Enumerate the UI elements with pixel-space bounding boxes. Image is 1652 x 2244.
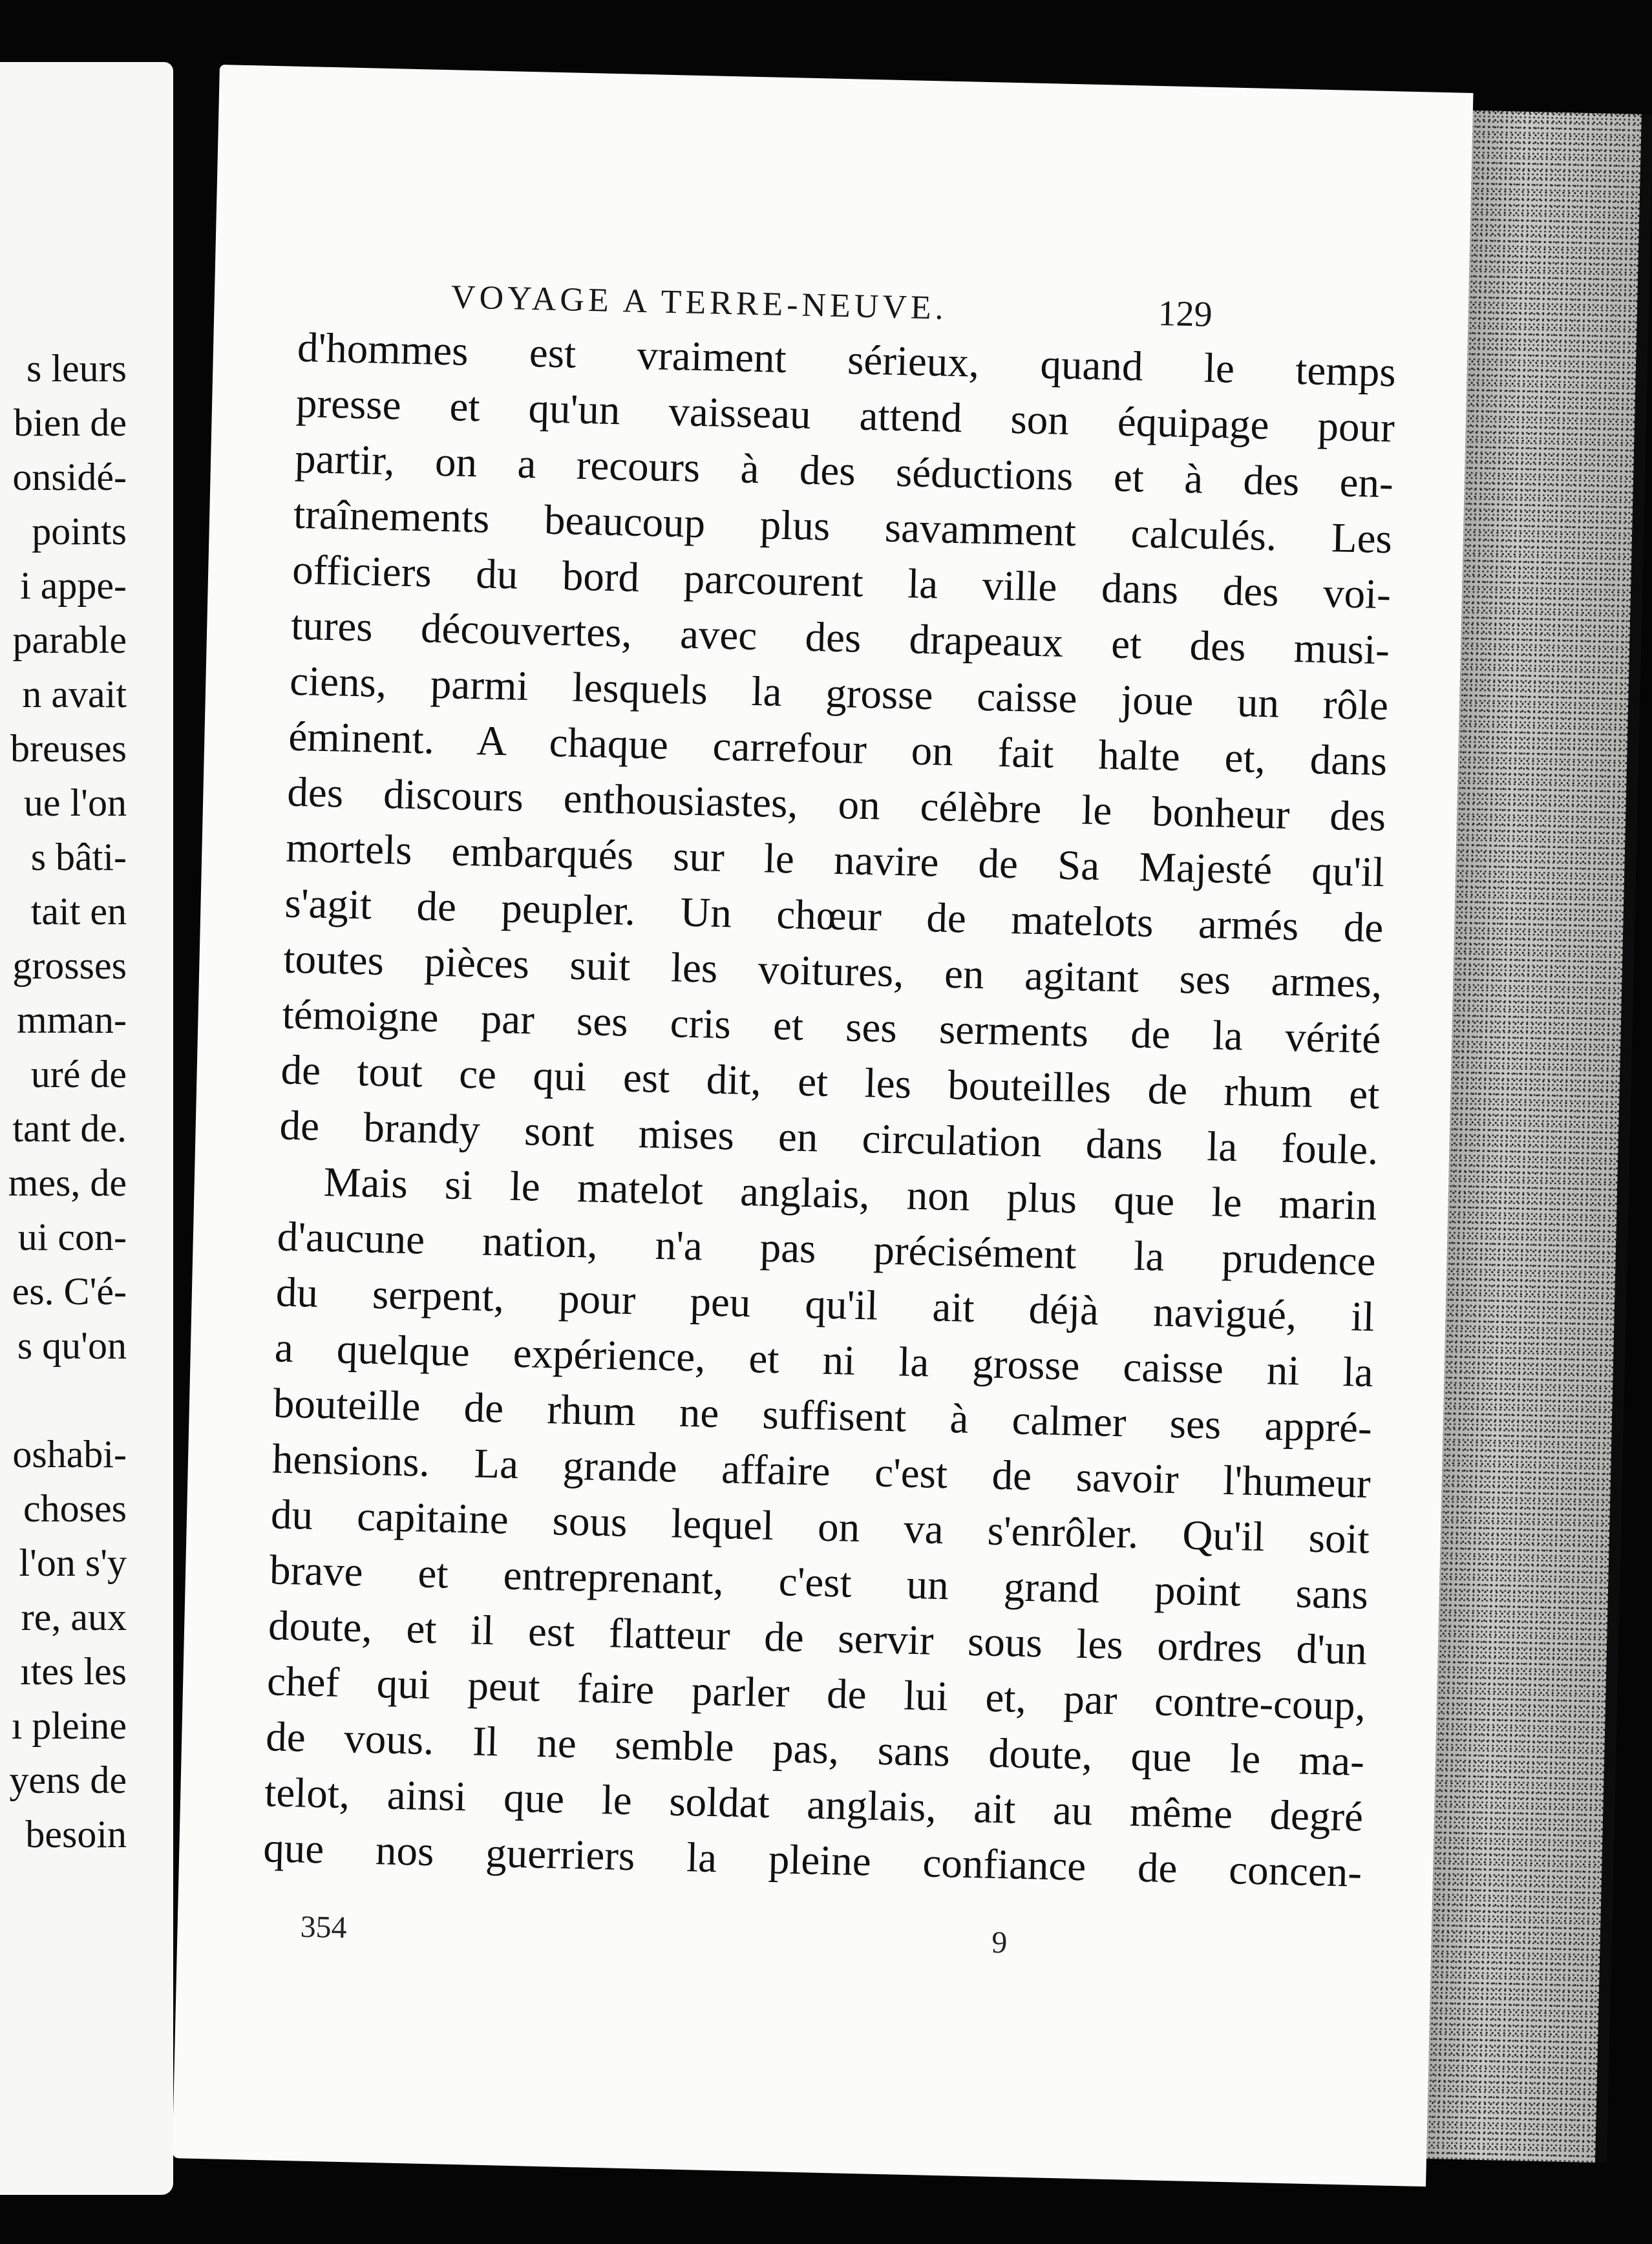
text-line: presse et qu'un vaisseau attend son équipage pour [295, 379, 1395, 452]
left-line: parable [12, 619, 127, 661]
text-line: doute, et il est flatteur de servir sous les ordres d'un [268, 1602, 1368, 1674]
left-line: mes, de [8, 1161, 127, 1204]
left-line: bien de [14, 401, 127, 444]
left-line: ıtes les [20, 1650, 127, 1693]
left-line: tait en [30, 890, 127, 933]
left-line: ı pleine [11, 1704, 127, 1747]
left-line: uré de [30, 1053, 127, 1096]
text-line: officiers du bord parcourent la ville dans des voi- [291, 546, 1392, 619]
text-line: de vous. Il ne semble pas, sans doute, que le ma- [265, 1713, 1365, 1785]
left-facing-page [0, 62, 173, 2195]
running-head: VOYAGE A TERRE-NEUVE. [450, 279, 948, 327]
left-line: ui con- [17, 1216, 127, 1258]
text-line: Mais si le matelot anglais, non plus que le marin [323, 1159, 1378, 1230]
left-line: es. C'é- [12, 1270, 127, 1313]
left-line: breuses [10, 727, 127, 770]
text-line: témoigne par ses cris et ses serments de la vérité [281, 991, 1382, 1063]
text-line: telot, ainsi que le soldat anglais, ait au même degré [264, 1769, 1364, 1841]
left-line: choses [23, 1487, 127, 1530]
text-line: partir, on a recours à des séductions et à des en- [294, 435, 1394, 507]
main-page [172, 65, 1473, 2186]
left-line: s leurs [26, 347, 127, 390]
text-line: que nos guerriers la pleine confiance de concen- [262, 1825, 1362, 1896]
text-line: du capitaine sous lequel on va s'enrôler. Qu'il soit [270, 1491, 1370, 1563]
page-body-text [262, 322, 1423, 1896]
text-line: éminent. A chaque carrefour on fait halte et, dans [288, 713, 1388, 785]
left-line: yens de [9, 1759, 127, 1801]
text-line: traînements beaucoup plus savamment calculés. Les [293, 491, 1393, 563]
text-line: chef qui peut faire parler de lui et, par contre-coup, [266, 1658, 1366, 1730]
left-line: besoin [25, 1813, 127, 1856]
text-line: a quelque expérience, et ni la grosse caisse ni la [274, 1324, 1374, 1396]
left-line: points [32, 510, 127, 553]
left-line: oshabi- [12, 1433, 127, 1476]
text-line: ciens, parmi lesquels la grosse caisse joue un rôle [289, 657, 1389, 730]
left-line: mman- [17, 999, 127, 1041]
page-number: 129 [1157, 293, 1213, 335]
signature-mark-left: 354 [300, 1909, 348, 1945]
left-line: n avait [22, 673, 127, 715]
left-line: re, aux [21, 1596, 127, 1638]
text-line: tures découvertes, avec des drapeaux et des musi- [290, 602, 1390, 674]
text-line: d'hommes est vraiment sérieux, quand le temps [297, 324, 1397, 396]
signature-mark-right: 9 [991, 1925, 1008, 1960]
text-line: s'agit de peupler. Un chœur de matelots armés de [284, 880, 1384, 952]
text-line: de brandy sont mises en circulation dans la foule. [279, 1102, 1379, 1174]
left-line: l'on s'y [19, 1541, 127, 1584]
text-line: des discours enthousiastes, on célèbre le bonheur des [286, 768, 1386, 841]
left-line: s bâti- [30, 836, 127, 878]
text-line: d'aucune nation, n'a pas précisément la prudence [277, 1213, 1377, 1286]
text-line: toutes pièces suit les voitures, en agitant ses armes, [282, 935, 1383, 1008]
text-line: hensions. La grande affaire c'est de savoir l'humeur [271, 1435, 1371, 1507]
text-line: mortels embarqués sur le navire de Sa Majesté qu'il [285, 824, 1385, 896]
text-line: de tout ce qui est dit, et les bouteilles de rhum et [280, 1046, 1381, 1119]
left-line: tant de. [12, 1107, 127, 1150]
left-line: ue l'on [23, 781, 127, 824]
left-line: s qu'on [17, 1324, 127, 1367]
left-line: i appe- [20, 564, 127, 607]
text-line: brave et entreprenant, c'est un grand point sans [269, 1547, 1369, 1618]
text-line: du serpent, pour peu qu'il ait déjà navigué, il [275, 1269, 1375, 1341]
left-line: onsidé- [12, 456, 127, 498]
left-line: grosses [12, 944, 127, 987]
text-line: bouteille de rhum ne suffisent à calmer ses appré- [273, 1380, 1373, 1452]
